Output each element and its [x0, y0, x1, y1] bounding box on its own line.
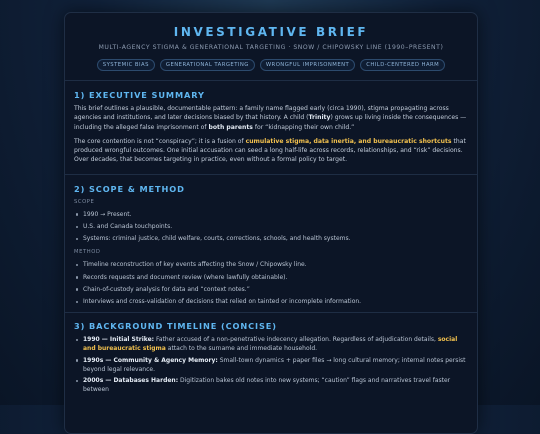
list-item: U.S. and Canada touchpoints. [74, 222, 468, 231]
child-name: Trinity [308, 114, 331, 122]
timeline-item [74, 335, 468, 353]
summary-paragraph-1 [74, 104, 468, 132]
section-scope-method [65, 175, 477, 306]
page-subtitle: MULTI-AGENCY STIGMA & GENERATIONAL TARGETING · SNOW / CHIPOWSKY LINE (1990–PRESENT) [98, 44, 444, 51]
timeline-year: 1990s — Community & Agency Memory: [83, 356, 218, 364]
tag-generational-targeting: GENERATIONAL TARGETING [160, 59, 255, 71]
text-span: Small-town dynamics + paper files → long cultural memory; internal notes persist beyond legal relevance. [83, 356, 466, 373]
list-item: Chain-of-custody analysis for data and “context notes.” [74, 285, 468, 294]
timeline-item [74, 376, 468, 394]
scope-label: SCOPE [74, 198, 95, 205]
text-span: Father accused of a non-penetrative indecency allegation. Regardless of adjudication details, [154, 336, 438, 344]
summary-paragraph-2 [74, 137, 468, 165]
timeline-item [74, 356, 468, 374]
text-span: This brief outlines a plausible, documentable pattern: a family name flagged early (circa 1990), stigma propagating across agencies and institutions, and later decisions biased by that history. A child ( [74, 105, 449, 122]
list-item: Records requests and document review (where lawfully obtainable). [74, 273, 468, 282]
bold-phrase: both parents [208, 123, 253, 131]
section-heading: 1) EXECUTIVE SUMMARY [74, 90, 205, 100]
text-span: for “kidnapping their own child.” [252, 123, 355, 131]
text-span: Digitization bakes old notes into new systems; “caution” flags and narratives travel faster between [83, 377, 451, 394]
text-span: that produced wrongful outcomes. One initial accusation can seed a long half-life across records, relationships, and “risk” decisions. Over decades, that becomes targeting in practice, even without a formal policy to target. [74, 137, 466, 164]
brief-card [64, 12, 478, 434]
section-executive-summary [65, 81, 477, 165]
brief-header [65, 13, 477, 71]
timeline-year: 2000s — Databases Harden: [83, 377, 179, 385]
list-item: Timeline reconstruction of key events affecting the Snow / Chipowsky line. [74, 260, 468, 269]
text-span: ) grows up living inside the consequences — including the alleged false imprisonment of [74, 114, 467, 131]
text-span: attach to the surname and immediate household. [165, 345, 318, 353]
scope-list [74, 210, 468, 244]
page-title: INVESTIGATIVE BRIEF [173, 25, 369, 39]
section-background-timeline [65, 313, 477, 394]
section-heading: 2) SCOPE & METHOD [74, 183, 185, 194]
text-span: The core contention is not “conspiracy”; it is a fusion of [74, 137, 246, 145]
method-label: METHOD [74, 249, 101, 256]
method-list [74, 260, 468, 306]
highlight-phrase: cumulative stigma, data inertia, and bureaucratic shortcuts [245, 137, 452, 145]
tag-wrongful-imprisonment: WRONGFUL IMPRISONMENT [260, 59, 355, 71]
tag-child-centered-harm: CHILD-CENTERED HARM [360, 59, 445, 71]
timeline-year: 1990 — Initial Strike: [83, 336, 155, 344]
highlight-phrase: social and bureaucratic stigma [83, 336, 458, 353]
timeline-list [74, 335, 468, 394]
section-heading: 3) BACKGROUND TIMELINE (CONCISE) [74, 321, 277, 332]
tag-list [65, 59, 477, 71]
list-item: Interviews and cross-validation of decisions that relied on tainted or incomplete information. [74, 297, 468, 306]
tag-systemic-bias: SYSTEMIC BIAS [97, 59, 155, 71]
list-item: 1990 → Present. [74, 210, 468, 219]
list-item: Systems: criminal justice, child welfare, courts, corrections, schools, and health systems. [74, 234, 468, 243]
